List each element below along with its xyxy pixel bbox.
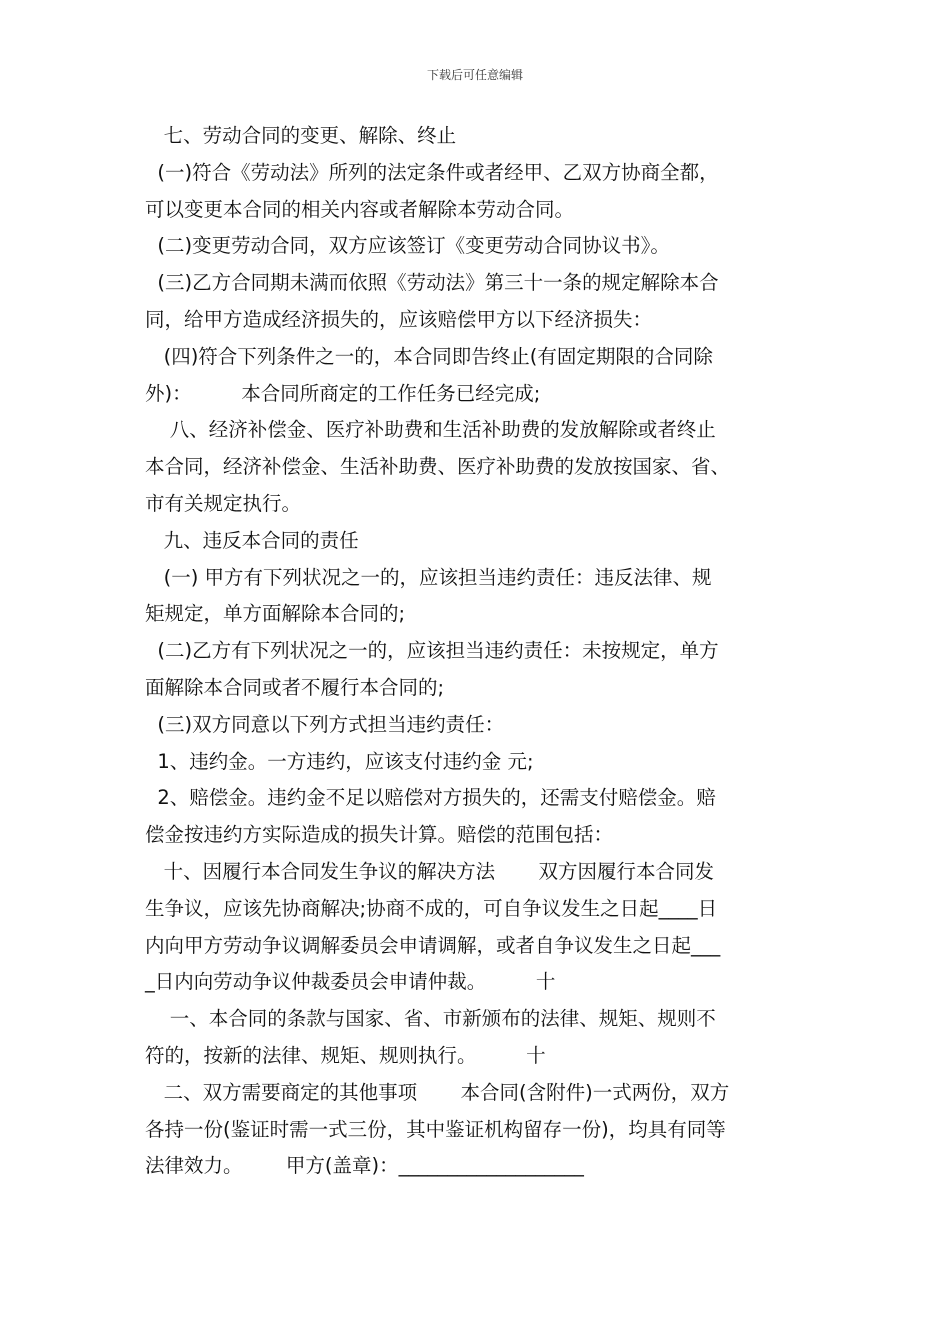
- text-line: 1、违约金。一方违约，应该支付违约金 元;: [145, 749, 534, 773]
- text-line: 符的，按新的法律、规矩、规则执行。 十: [145, 1043, 546, 1067]
- text-line: 外)： 本合同所商定的工作任务已经完成;: [145, 381, 541, 405]
- text-line: 七、劳动合同的变更、解除、终止: [145, 124, 457, 147]
- text-line: 一、本合同的条款与国家、省、市新颁布的法律、规矩、规则不: [145, 1007, 716, 1031]
- text-line: 面解除本合同或者不履行本合同的;: [145, 675, 445, 699]
- document-body: [145, 118, 835, 1185]
- text-line: 九、违反本合同的责任: [145, 528, 359, 552]
- text-line: (二)变更劳动合同，双方应该签订《变更劳动合同协议书》。: [145, 234, 670, 258]
- text-line: 2、赔偿金。违约金不足以赔偿对方损失的，还需支付赔偿金。赔: [145, 786, 716, 810]
- text-line: (三)双方同意以下列方式担当违约责任：: [145, 712, 505, 736]
- text-line: (一) 甲方有下列状况之一的，应该担当违约责任：违反法律、规: [145, 565, 712, 589]
- text-line: (二)乙方有下列状况之一的，应该担当违约责任：未按规定，单方: [145, 639, 719, 663]
- text-line: 可以变更本合同的相关内容或者解除本劳动合同。: [145, 197, 575, 221]
- text-line: 各持一份(鉴证时需一式三份，其中鉴证机构留存一份)，均具有同等: [145, 1117, 726, 1141]
- text-line: 十、因履行本合同发生争议的解决方法 双方因履行本合同发: [145, 859, 714, 883]
- text-line: 二、双方需要商定的其他事项 本合同(含附件)一式两份，双方: [145, 1080, 730, 1104]
- text-line: 八、经济补偿金、医疗补助费和生活补助费的发放解除或者终止: [145, 418, 716, 442]
- text-line: 内向甲方劳动争议调解委员会申请调解，或者自争议发生之日起___: [145, 933, 721, 957]
- text-line: 矩规定，单方面解除本合同的;: [145, 602, 406, 626]
- text-line: 生争议，应该先协商解决;协商不成的，可自争议发生之日起____日: [145, 896, 718, 920]
- text-line: 同，给甲方造成经济损失的，应该赔偿甲方以下经济损失：: [145, 307, 653, 331]
- text-line: _日内向劳动争议仲裁委员会申请仲裁。 十: [145, 970, 556, 994]
- text-line: (三)乙方合同期未满而依照《劳动法》第三十一条的规定解除本合: [145, 271, 719, 295]
- text-line: 法律效力。 甲方(盖章)：___________________: [145, 1154, 584, 1178]
- text-line: (一)符合《劳动法》所列的法定条件或者经甲、乙双方协商全都，: [145, 160, 719, 184]
- text-line: 本合同，经济补偿金、生活补助费、医疗补助费的发放按国家、省、: [145, 455, 731, 479]
- text-line: 偿金按违约方实际造成的损失计算。赔偿的范围包括：: [145, 823, 614, 847]
- header-note: 下载后可任意编辑: [426, 68, 523, 82]
- text-line: 市有关规定执行。: [145, 491, 302, 515]
- text-line: (四)符合下列条件之一的，本合同即告终止(有固定期限的合同除: [145, 344, 713, 368]
